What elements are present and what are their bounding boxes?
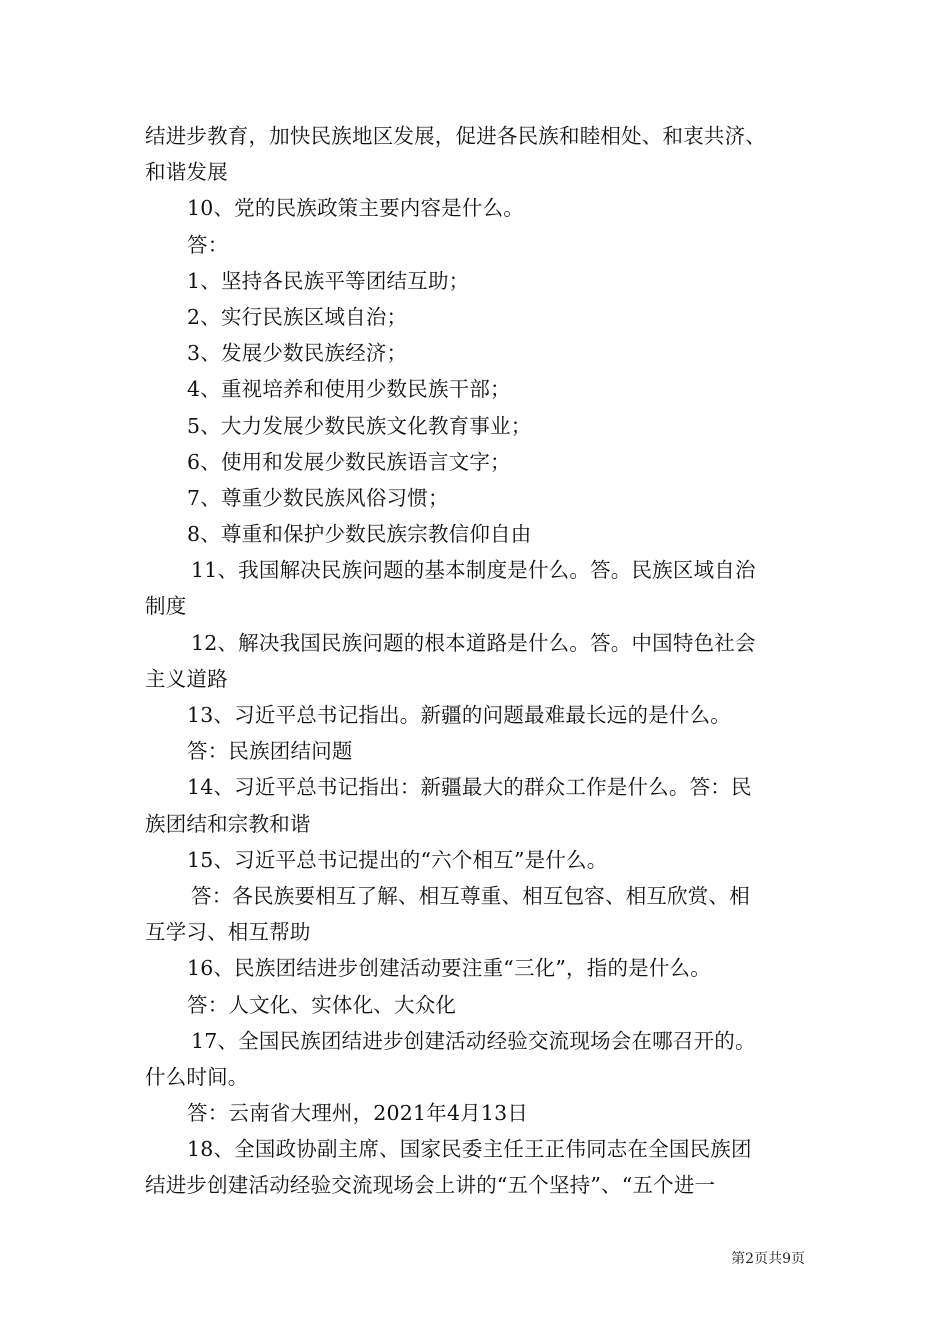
list-item: 7、尊重少数民族风俗习惯； xyxy=(187,485,449,510)
question-line: 11、我国解决民族问题的基本制度是什么。答。民族区域自治 xyxy=(191,558,756,583)
answer-line: 答：云南省大理州，2021年4月13日 xyxy=(187,1101,529,1126)
document-body xyxy=(145,118,810,1204)
list-item: 1、坚持各民族平等团结互助； xyxy=(187,268,470,293)
answer-line: 答：民族团结问题 xyxy=(187,739,353,764)
text-line: 制度 xyxy=(145,594,187,619)
text-line: 什么时间。 xyxy=(145,1064,249,1089)
question-line: 17、全国民族团结进步创建活动经验交流现场会在哪召开的。 xyxy=(191,1028,756,1053)
answer-line: 答：各民族要相互了解、相互尊重、相互包容、相互欣赏、相 xyxy=(191,883,750,908)
list-item: 8、尊重和保护少数民族宗教信仰自由 xyxy=(187,522,532,547)
question-line: 18、全国政协副主席、国家民委主任王正伟同志在全国民族团 xyxy=(187,1137,752,1162)
text-line: 族团结和宗教和谐 xyxy=(145,811,311,836)
list-item: 2、实行民族区域自治； xyxy=(187,304,408,329)
list-item: 6、使用和发展少数民族语言文字； xyxy=(187,449,511,474)
text-line: 结进步创建活动经验交流现场会上讲的“五个坚持”、“五个进一 xyxy=(145,1173,716,1198)
question-line: 13、习近平总书记指出。新疆的问题最难最长远的是什么。 xyxy=(187,703,731,727)
text-line: 结进步教育，加快民族地区发展，促进各民族和睦相处、和衷共济、 xyxy=(145,124,766,148)
text-line: 和谐发展 xyxy=(145,160,228,185)
text-line: 互学习、相互帮助 xyxy=(145,920,311,945)
list-item: 3、发展少数民族经济； xyxy=(187,341,408,366)
text-line: 主义道路 xyxy=(145,666,228,691)
question-line: 14、习近平总书记指出：新疆最大的群众工作是什么。答：民 xyxy=(187,775,752,800)
page-number: 第2页共9页 xyxy=(731,1251,805,1267)
question-line: 10、党的民族政策主要内容是什么。 xyxy=(187,196,524,221)
question-line: 16、民族团结进步创建活动要注重“三化”，指的是什么。 xyxy=(187,956,711,981)
list-item: 5、大力发展少数民族文化教育事业； xyxy=(187,413,532,438)
answer-label: 答： xyxy=(187,232,229,257)
list-item: 4、重视培养和使用少数民族干部； xyxy=(187,377,511,402)
answer-line: 答：人文化、实体化、大众化 xyxy=(187,992,457,1017)
question-line: 12、解决我国民族问题的根本道路是什么。答。中国特色社会 xyxy=(191,630,756,655)
question-line: 15、习近平总书记提出的“六个相互”是什么。 xyxy=(187,847,608,872)
